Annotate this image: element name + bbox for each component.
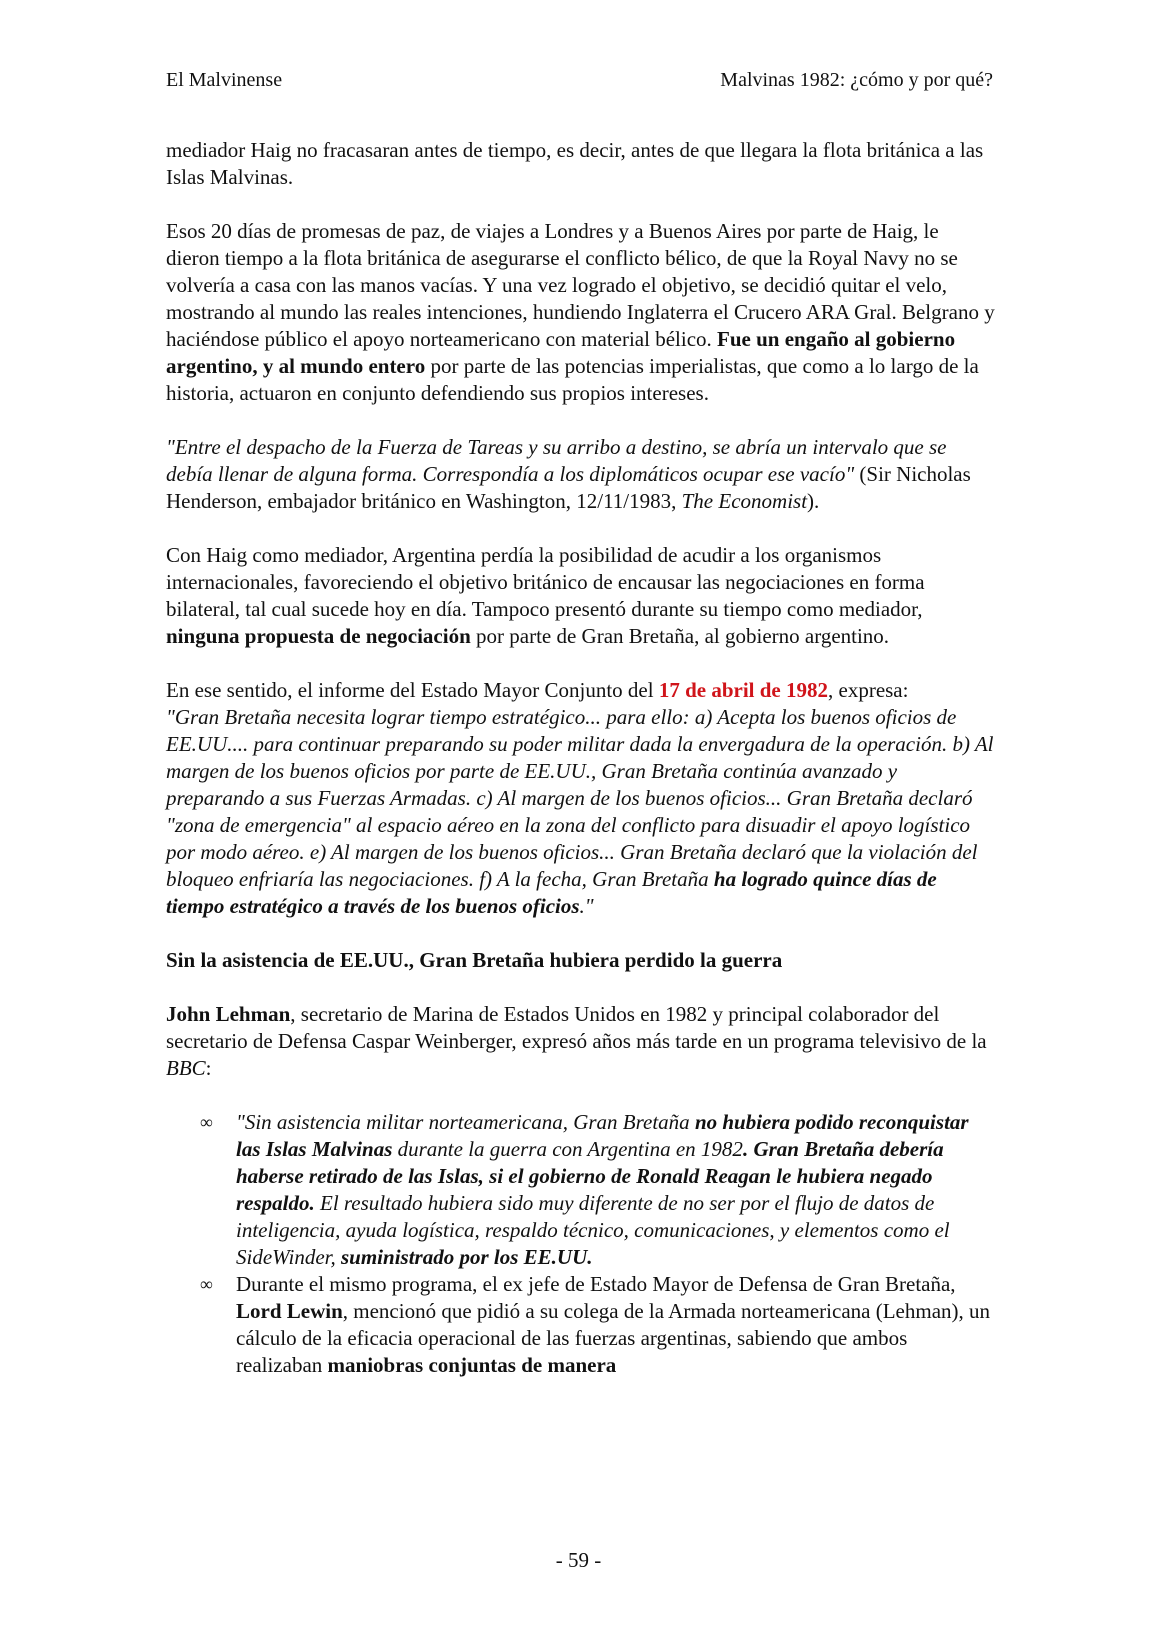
page-footer xyxy=(0,1548,1157,1573)
list-item xyxy=(166,1271,996,1379)
bold-italic-text: ha logrado quince días de tiempo estratégico a través de los buenos oficios xyxy=(166,867,937,918)
italic-text: The Economist xyxy=(681,489,808,513)
paragraph-text: , expresa: xyxy=(828,678,909,702)
paragraph-text: Durante el mismo programa, el ex jefe de Estado Mayor de Defensa de Gran Bretaña, xyxy=(236,1272,956,1296)
paragraph-text: , mencionó que pidió a su colega de la Armada norteamericana (Lehman), un cálculo de la eficacia operacional de las fuerzas argentinas, sabiendo que ambos realizaban xyxy=(236,1299,991,1377)
paragraph-2 xyxy=(166,218,996,407)
paragraph-3-quote xyxy=(166,434,996,515)
paragraph-text: : xyxy=(205,1056,212,1080)
page-header xyxy=(166,68,993,92)
paragraph-text: Esos 20 días de promesas de paz, de viajes a Londres y a Buenos Aires por parte de Haig, le dieron tiempo a la flota británica de asegurarse el conflicto bélico, de que la Royal Navy no se volvería a casa con las manos vacías. Y una vez logrado el objetivo, se decidió quitar el velo, mostrando al mundo las reales intenciones, hundiendo Inglaterra el Crucero ARA Gral. Belgrano y haciéndose público el apoyo norteamericano con material bélico. xyxy=(166,219,995,351)
heading-text: Sin la asistencia de EE.UU., Gran Bretaña hubiera perdido la guerra xyxy=(166,948,783,972)
bullet-list xyxy=(166,1109,996,1379)
paragraph-text: por parte de las potencias imperialistas, que como a lo largo de la historia, actuaron en conjunto defendiendo sus propios intereses. xyxy=(166,354,979,405)
paragraph-1 xyxy=(166,137,996,191)
section-heading xyxy=(166,947,996,974)
italic-text: BBC xyxy=(166,1056,206,1080)
quote-text: "Entre el despacho de la Fuerza de Tareas y su arribo a destino, se abría un intervalo que se debía llenar de alguna forma. Correspondía a los diplomáticos ocupar ese vacío" xyxy=(166,435,947,486)
bold-text: maniobras conjuntas de manera xyxy=(327,1353,617,1377)
bold-italic-text: . Gran Bretaña debería haberse retirado de las Islas, si el gobierno de Ronald Reagan le hubiera negado respaldo. xyxy=(236,1137,944,1215)
italic-text: ." xyxy=(579,894,594,918)
paragraph-6 xyxy=(166,1001,996,1082)
paragraph-text: Con Haig como mediador, Argentina perdía la posibilidad de acudir a los organismos internacionales, favoreciendo el objetivo británico de encausar las negociaciones en forma bilateral, tal cual sucede hoy en día. Tampoco presentó durante su tiempo como mediador, xyxy=(166,543,925,621)
header-right-title: Malvinas 1982: ¿cómo y por qué? xyxy=(720,69,993,91)
italic-text: "Sin asistencia militar norteamericana, Gran Bretaña xyxy=(236,1110,695,1134)
paragraph-text: (Sir Nicholas Henderson, embajador británico en Washington, 12/11/1983, xyxy=(166,462,971,513)
bold-text: John Lehman xyxy=(166,1002,291,1026)
bold-text: Lord Lewin xyxy=(236,1299,343,1323)
paragraph-text: , secretario de Marina de Estados Unidos en 1982 y principal colaborador del secretario de Defensa Caspar Weinberger, expresó años más tarde en un programa televisivo de la xyxy=(166,1002,987,1053)
paragraph-text: por parte de Gran Bretaña, al gobierno argentino. xyxy=(470,624,890,648)
highlighted-date: 17 de abril de 1982 xyxy=(658,678,828,702)
paragraph-5 xyxy=(166,677,996,920)
paragraph-4 xyxy=(166,542,996,650)
italic-text: durante la guerra con Argentina en 1982 xyxy=(392,1137,743,1161)
quote-text: "Gran Bretaña necesita lograr tiempo estratégico... para ello: a) Acepta los buenos oficios de EE.UU.... para continuar preparando su poder militar dada la envergadura de la operación. b) Al margen de los buenos oficios por parte de EE.UU., Gran Bretaña continúa avanzado y preparando a sus Fuerzas Armadas. c) Al margen de los buenos oficios... Gran Bretaña declaró "zona de emergencia" al espacio aéreo en la zona del conflicto para disuadir el apoyo logístico por modo aéreo. e) Al margen de los buenos oficios... Gran Bretaña declaró que la violación del bloqueo enfriaría las negociaciones. f) A la fecha, Gran Bretaña xyxy=(166,705,994,891)
page-number: - 59 - xyxy=(555,1548,602,1572)
bold-italic-text: no hubiera podido reconquistar las Islas Malvinas xyxy=(236,1110,969,1161)
italic-text: El resultado hubiera sido muy diferente de no ser por el flujo de datos de inteligencia, ayuda logística, respaldo técnico, comunicaciones, y elementos como el SideWinder, xyxy=(236,1191,950,1269)
page-body xyxy=(166,137,996,1379)
infinity-bullet-icon: ∞ xyxy=(200,1112,213,1132)
list-item xyxy=(166,1109,996,1271)
infinity-bullet-icon: ∞ xyxy=(200,1274,213,1294)
paragraph-text: En ese sentido, el informe del Estado Mayor Conjunto del xyxy=(166,678,659,702)
paragraph-text: mediador Haig no fracasaran antes de tiempo, es decir, antes de que llegara la flota británica a las Islas Malvinas. xyxy=(166,138,984,189)
bold-text: Fue un engaño al gobierno argentino, y al mundo entero xyxy=(166,327,956,378)
bold-italic-text: suministrado por los EE.UU. xyxy=(341,1245,593,1269)
header-left-title: El Malvinense xyxy=(166,69,283,91)
paragraph-text: ). xyxy=(807,489,820,513)
bold-text: ninguna propuesta de negociación xyxy=(166,624,471,648)
